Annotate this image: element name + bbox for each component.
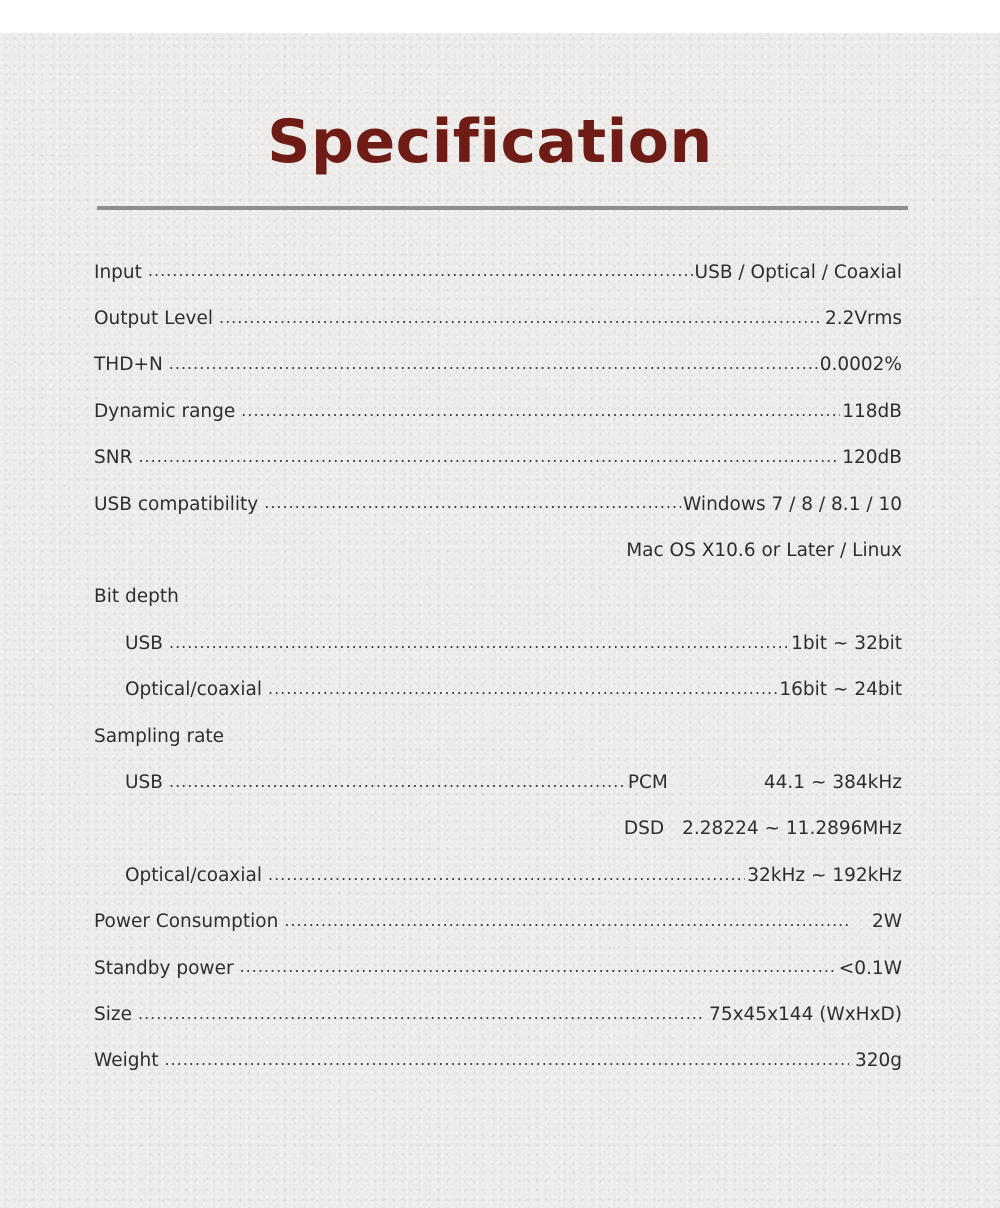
- spec-value: 16bit ~ 24bit: [779, 679, 902, 701]
- spec-label: Optical/coaxial: [125, 864, 262, 886]
- spec-label: Standby power: [94, 957, 234, 979]
- spec-label: Input: [94, 261, 142, 283]
- spec-list: [94, 249, 902, 1084]
- spec-row-bit-depth-usb: [94, 620, 902, 666]
- dot-leader: [148, 263, 693, 282]
- pcm-label: PCM: [627, 771, 668, 793]
- title-divider: [97, 206, 908, 210]
- spec-row-output-level: [94, 295, 902, 341]
- spec-row-sampling-usb-dsd: [94, 806, 902, 852]
- spec-row-bit-depth-optical: [94, 667, 902, 713]
- spec-label: Weight: [94, 1050, 159, 1072]
- pcm-value: 44.1 ~ 384kHz: [763, 771, 902, 793]
- spec-label: Output Level: [94, 308, 213, 330]
- dot-leader: [241, 402, 840, 421]
- dot-leader: [264, 495, 681, 514]
- spec-row-usb-compatibility: [94, 481, 902, 527]
- dsd-value: 2.28224 ~ 11.2896MHz: [682, 818, 902, 840]
- spec-row-bit-depth: [94, 574, 902, 620]
- dot-leader: [169, 773, 626, 792]
- spec-value: 2W: [871, 911, 902, 933]
- spec-row-weight: [94, 1038, 902, 1084]
- dot-leader: [240, 959, 837, 978]
- spec-value: 320g: [854, 1050, 902, 1072]
- dot-leader: [284, 912, 848, 931]
- spec-value: 32kHz ~ 192kHz: [747, 864, 902, 886]
- spec-value: 2.2Vrms: [824, 308, 902, 330]
- spec-value: USB / Optical / Coaxial: [694, 261, 902, 283]
- spec-row-size: [94, 991, 902, 1037]
- dot-leader: [164, 1052, 848, 1071]
- spec-value: 118dB: [842, 400, 902, 422]
- spec-label: Dynamic range: [94, 400, 236, 422]
- spec-row-standby-power: [94, 945, 902, 991]
- spec-section-label: Bit depth: [94, 586, 179, 608]
- spec-row-sampling-rate: [94, 713, 902, 759]
- spec-row-sampling-usb-pcm: [94, 759, 902, 805]
- dot-leader: [268, 680, 777, 699]
- spec-label: USB: [125, 632, 163, 654]
- dot-leader: [219, 309, 823, 328]
- spec-sheet: [0, 33, 1000, 1208]
- spec-row-dynamic-range: [94, 388, 902, 434]
- spec-label: USB: [125, 771, 163, 793]
- spec-value: <0.1W: [838, 957, 902, 979]
- spec-value: 1bit ~ 32bit: [791, 632, 902, 654]
- spec-row-snr: [94, 435, 902, 481]
- spec-label: USB compatibility: [94, 493, 259, 515]
- dot-leader: [268, 866, 745, 885]
- spec-value: 120dB: [842, 447, 902, 469]
- dot-leader: [138, 1005, 703, 1024]
- dot-leader: [169, 356, 818, 375]
- spec-row-input: [94, 249, 902, 295]
- spec-label: SNR: [94, 447, 133, 469]
- spec-row-power-consumption: [94, 898, 902, 944]
- dot-leader: [169, 634, 789, 653]
- spec-value: 0.0002%: [819, 354, 902, 376]
- spec-value: 75x45x144 (WxHxD): [709, 1003, 902, 1025]
- spec-label: THD+N: [94, 354, 163, 376]
- dsd-label: DSD: [623, 818, 665, 840]
- spec-row-sampling-optical: [94, 852, 902, 898]
- spec-value: Windows 7 / 8 / 8.1 / 10: [683, 493, 902, 515]
- dot-leader: [138, 449, 840, 468]
- spec-value: Mac OS X10.6 or Later / Linux: [626, 540, 902, 562]
- spec-section-label: Sampling rate: [94, 725, 225, 747]
- spec-row-thd: [94, 342, 902, 388]
- spec-label: Optical/coaxial: [125, 679, 262, 701]
- spec-label: Size: [94, 1003, 132, 1025]
- spec-label: Power Consumption: [94, 911, 279, 933]
- spec-row-usb-compatibility-cont: [94, 527, 902, 573]
- page-title: Specification: [267, 107, 713, 177]
